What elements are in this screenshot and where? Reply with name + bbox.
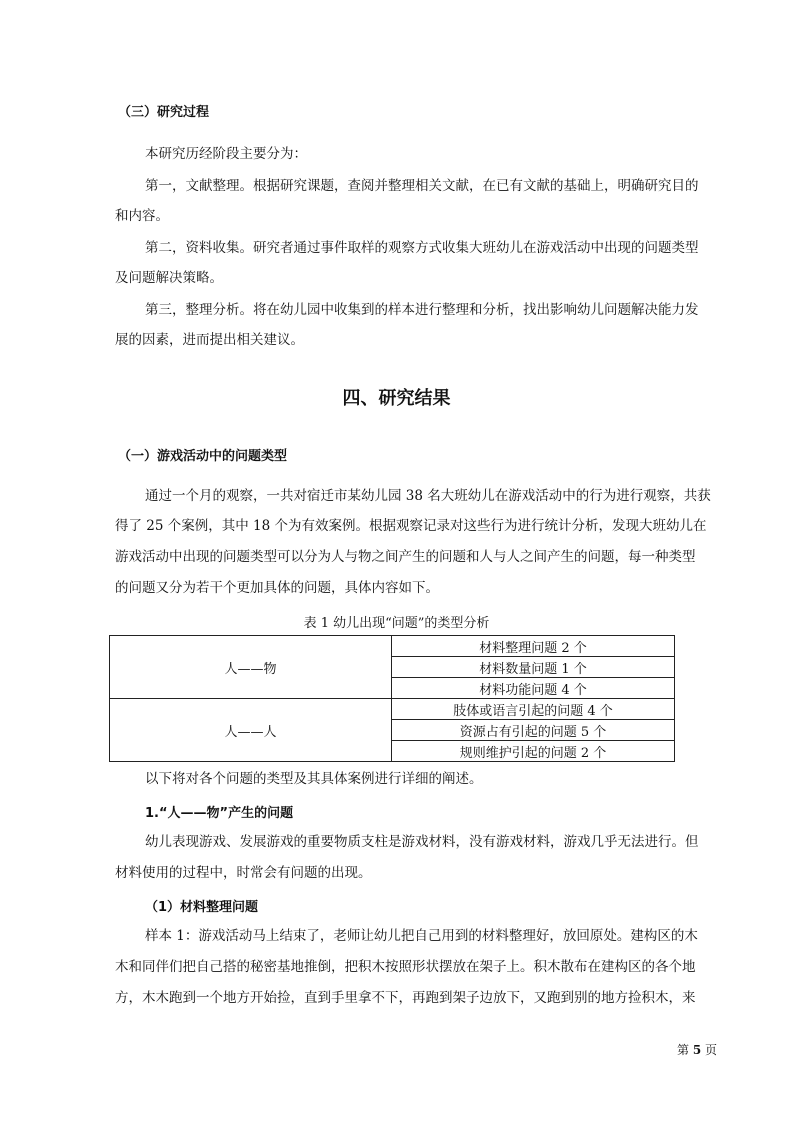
problem-type-table <box>109 635 675 762</box>
paragraph-line: 第三，整理分析。将在幼儿园中收集到的样本进行整理和分析，找出影响幼儿问题解决能力发 <box>145 302 699 318</box>
table-cell: 规则维护引起的问题 2 个 <box>392 741 675 762</box>
paragraph-line: 幼儿表现游戏、发展游戏的重要物质支柱是游戏材料，没有游戏材料，游戏几乎无法进行。但 <box>145 834 699 850</box>
subsection-heading: 1.“人——物”产生的问题 <box>145 806 294 821</box>
paragraph-line: 本研究历经阶段主要分为： <box>145 146 307 162</box>
paragraph-line: 及问题解决策略。 <box>115 270 223 286</box>
page-number: 5 <box>692 1043 702 1057</box>
paragraph-line: 第二，资料收集。研究者通过事件取样的观察方式收集大班幼儿在游戏活动中出现的问题类型 <box>145 240 699 256</box>
table-caption: 表 1 幼儿出现“问题”的类型分析 <box>303 616 490 631</box>
table-cell: 资源占有引起的问题 5 个 <box>392 720 675 741</box>
section-heading-research-process: （三）研究过程 <box>118 105 210 120</box>
paragraph-line: 游戏活动中出现的问题类型可以分为人与物之间产生的问题和人与人之间产生的问题，每一种类型 <box>115 549 696 565</box>
table-cell: 肢体或语言引起的问题 4 个 <box>392 699 675 720</box>
table-row <box>110 699 675 720</box>
paragraph-line: 以下将对各个问题的类型及其具体案例进行详细的阐述。 <box>145 771 483 787</box>
table-cell: 材料整理问题 2 个 <box>392 636 675 657</box>
paragraph-line: 方，木木跑到一个地方开始捡，直到手里拿不下，再跑到架子边放下，又跑到别的地方捡积木，来 <box>115 990 696 1006</box>
paragraph-line: 样本 1：游戏活动马上结束了，老师让幼儿把自己用到的材料整理好，放回原处。建构区的木 <box>145 928 698 944</box>
subsubsection-heading: （1）材料整理问题 <box>145 900 259 915</box>
paragraph-line: 和内容。 <box>115 208 169 224</box>
paragraph-line: 第一，文献整理。根据研究课题，查阅并整理相关文献，在已有文献的基础上，明确研究目的 <box>145 178 699 194</box>
paragraph-line: 通过一个月的观察，一共对宿迁市某幼儿园 38 名大班幼儿在游戏活动中的行为进行观察，共获 <box>145 488 711 504</box>
chapter-title: 四、研究结果 <box>342 388 451 409</box>
table-group-label: 人——物 <box>110 636 392 699</box>
table-cell: 材料功能问题 4 个 <box>392 678 675 699</box>
table-group-label: 人——人 <box>110 699 392 762</box>
paragraph-line: 材料使用的过程中，时常会有问题的出现。 <box>115 865 372 881</box>
table-cell: 材料数量问题 1 个 <box>392 657 675 678</box>
page-footer <box>677 1041 717 1058</box>
footer-suffix: 页 <box>705 1043 718 1057</box>
paragraph-line: 展的因素，进而提出相关建议。 <box>115 332 304 348</box>
section-heading-problem-types: （一）游戏活动中的问题类型 <box>118 449 288 464</box>
footer-prefix: 第 <box>677 1043 690 1057</box>
paragraph-line: 的问题又分为若干个更加具体的问题，具体内容如下。 <box>115 580 439 596</box>
paragraph-line: 得了 25 个案例，其中 18 个为有效案例。根据观察记录对这些行为进行统计分析，发现大班幼儿在 <box>115 518 707 534</box>
paragraph-line: 木和同伴们把自己搭的秘密基地推倒，把积木按照形状摆放在架子上。积木散布在建构区的各个地 <box>115 959 696 975</box>
table-row <box>110 636 675 657</box>
